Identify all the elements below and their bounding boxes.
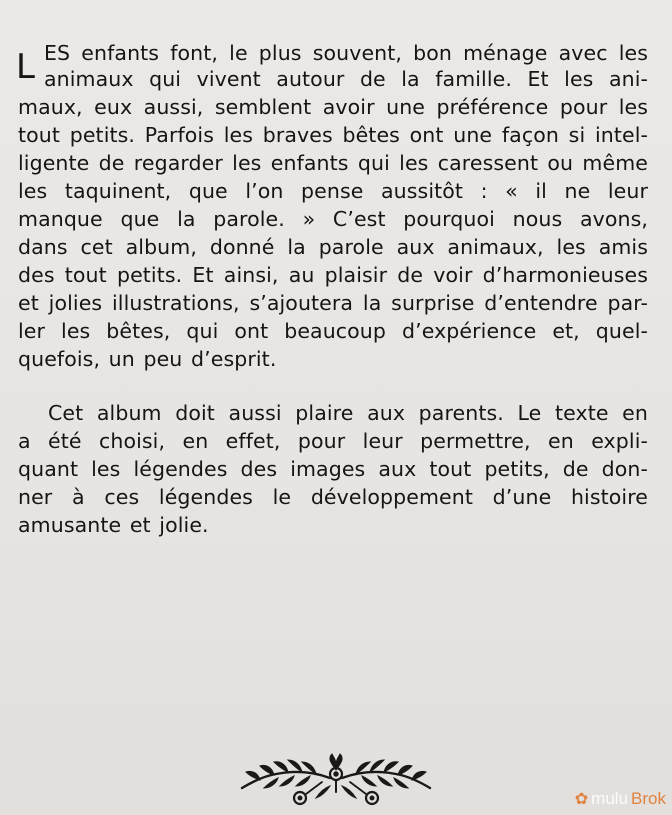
paragraph2-line: quant les légendes des images aux tout petits, de don-: [18, 457, 648, 481]
paragraph1-line: tout petits. Parfois les braves bêtes ont une façon si intel-: [18, 123, 648, 147]
floral-ornament-icon: [236, 752, 436, 808]
watermark: [575, 789, 666, 809]
drop-cap: L: [16, 47, 35, 87]
paragraph1-line: et jolies illustrations, s’ajoutera la surprise d’entendre par-: [18, 291, 648, 315]
watermark-text-part2: Brok: [631, 789, 666, 808]
paragraph2-line: ner à ces légendes le développement d’une histoire: [18, 485, 648, 509]
paragraph1-line: des tout petits. Et ainsi, au plaisir de voir d’harmonieuses: [18, 263, 648, 287]
paragraph2-line: amusante et jolie.: [18, 513, 209, 537]
paragraph1-line: ler les bêtes, qui ont beaucoup d’expérience et, quel-: [18, 319, 648, 343]
paragraph2-line: a été choisi, en effet, pour leur permettre, en expli-: [18, 429, 648, 453]
paragraph1-line: manque que la parole. » C’est pourquoi nous avons,: [18, 207, 648, 231]
paragraph1-line: maux, eux aussi, semblent avoir une préférence pour les: [18, 95, 648, 119]
paragraph1-line: quefois, un peu d’esprit.: [18, 347, 277, 371]
paragraph1-line: ES enfants font, le plus souvent, bon ménage avec les: [44, 41, 648, 65]
paragraph2-line: Cet album doit aussi plaire aux parents. Le texte en: [48, 401, 648, 425]
paragraph1-line: les taquinent, que l’on pense aussitôt : « il ne leur: [18, 179, 648, 203]
watermark-text-part1: mulu: [591, 789, 629, 808]
paragraph1-line: ligente de regarder les enfants qui les caressent ou même: [18, 151, 648, 175]
paragraph1-line: dans cet album, donné la parole aux animaux, les amis: [18, 235, 648, 259]
paragraph1-line: animaux qui vivent autour de la famille. Et les ani-: [44, 67, 648, 91]
flower-icon: ✿: [574, 791, 589, 808]
